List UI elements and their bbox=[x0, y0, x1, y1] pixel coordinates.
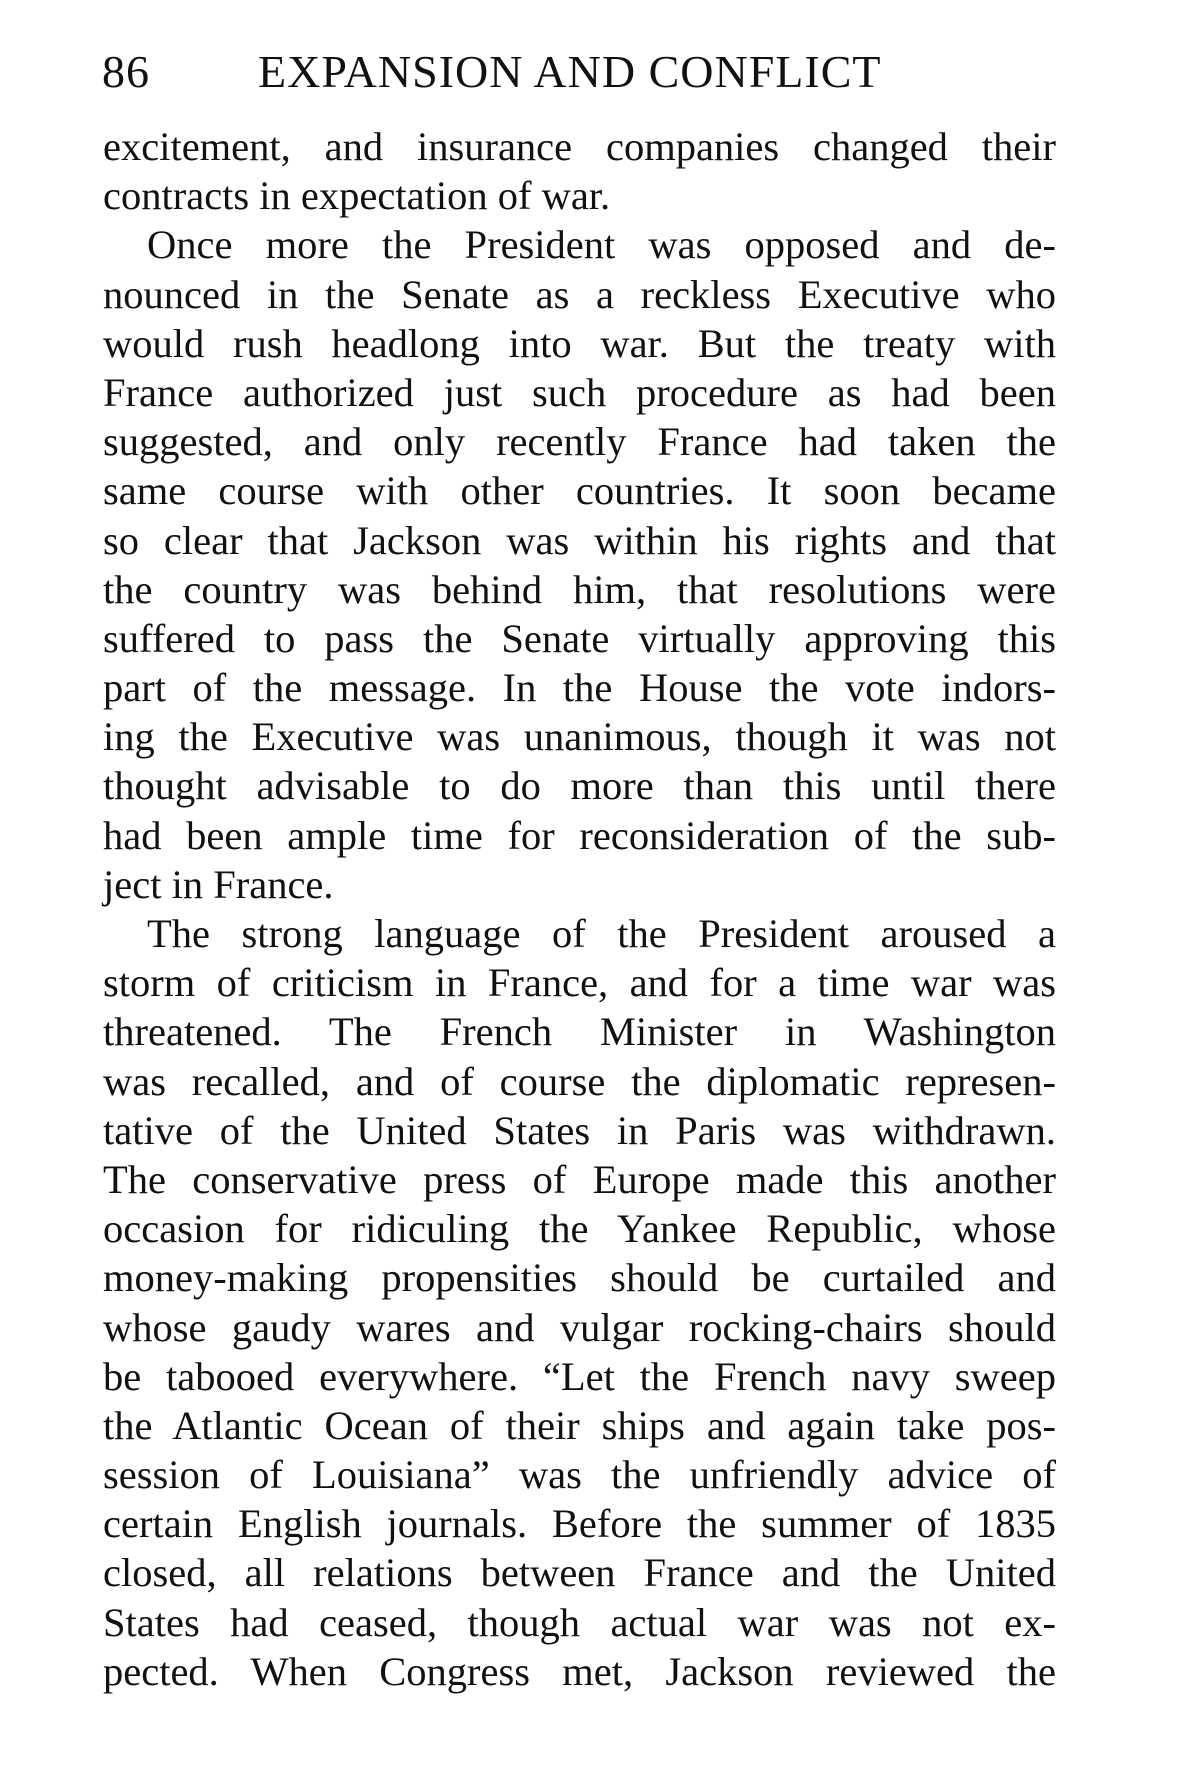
text-line: the country was behind him, that resolutions were bbox=[103, 566, 1056, 612]
text-line: France authorized just such procedure as had been bbox=[103, 369, 1056, 415]
text-line: ject in France. bbox=[103, 861, 334, 907]
page-number: 86 bbox=[102, 46, 150, 97]
text-line: was recalled, and of course the diplomatic represen- bbox=[103, 1058, 1056, 1104]
text-line: storm of criticism in France, and for a time war was bbox=[103, 960, 1056, 1006]
text-line: same course with other countries. It soon became bbox=[103, 468, 1056, 514]
page-header bbox=[102, 42, 1062, 102]
text-line: suggested, and only recently France had taken the bbox=[103, 419, 1056, 465]
text-line: threatened. The French Minister in Washington bbox=[103, 1009, 1056, 1055]
text-line: contracts in expectation of war. bbox=[103, 173, 611, 219]
text-line: had been ample time for reconsideration of the sub- bbox=[103, 812, 1056, 858]
text-line: money-making propensities should be curtailed and bbox=[103, 1255, 1056, 1301]
text-line: excitement, and insurance companies changed their bbox=[103, 124, 1056, 169]
text-line: ing the Executive was unanimous, though it was not bbox=[103, 714, 1056, 760]
text-line: pected. When Congress met, Jackson reviewed the bbox=[103, 1648, 1056, 1694]
text-line: closed, all relations between France and the United bbox=[103, 1550, 1056, 1596]
text-line: part of the message. In the House the vote indors- bbox=[103, 665, 1056, 711]
text-line: States had ceased, though actual war was not ex- bbox=[103, 1599, 1056, 1645]
text-line: The conservative press of Europe made this another bbox=[103, 1156, 1056, 1202]
text-line: nounced in the Senate as a reckless Executive who bbox=[103, 271, 1056, 317]
text-line: tative of the United States in Paris was withdrawn. bbox=[103, 1107, 1056, 1153]
text-line: whose gaudy wares and vulgar rocking-chairs should bbox=[103, 1304, 1056, 1350]
text-line: would rush headlong into war. But the treaty with bbox=[103, 320, 1056, 366]
text-line: Once more the President was opposed and de- bbox=[147, 222, 1056, 268]
text-line: session of Louisiana” was the unfriendly advice of bbox=[103, 1452, 1056, 1498]
running-title: EXPANSION AND CONFLICT bbox=[258, 46, 882, 97]
text-line: The strong language of the President aroused a bbox=[147, 911, 1056, 956]
text-line: suffered to pass the Senate virtually approving this bbox=[103, 615, 1056, 661]
text-line: occasion for ridiculing the Yankee Republic, whose bbox=[103, 1206, 1056, 1252]
text-line: be tabooed everywhere. “Let the French navy sweep bbox=[103, 1353, 1056, 1399]
text-line: certain English journals. Before the summer of 1835 bbox=[103, 1501, 1056, 1547]
text-line: the Atlantic Ocean of their ships and again take pos- bbox=[103, 1402, 1056, 1448]
body-text bbox=[103, 122, 1056, 1696]
text-line: so clear that Jackson was within his rights and that bbox=[103, 517, 1056, 563]
text-line: thought advisable to do more than this until there bbox=[103, 763, 1056, 809]
